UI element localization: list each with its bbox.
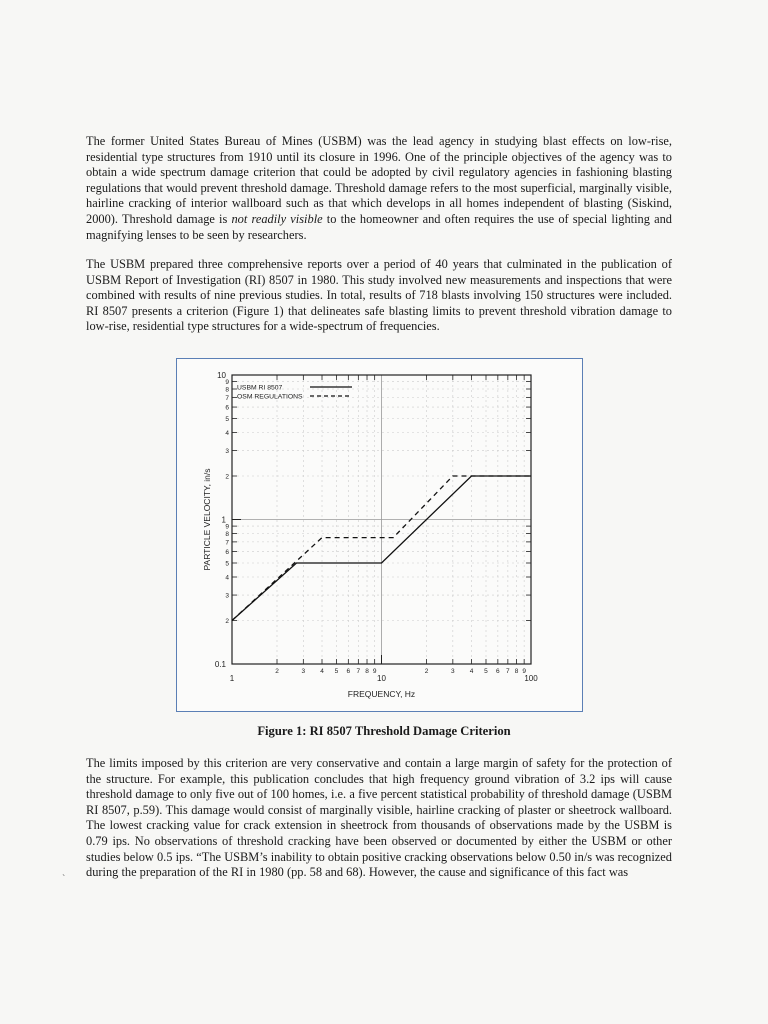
y-minor-tick-label: 4	[225, 574, 229, 582]
x-minor-tick-label: 7	[506, 668, 510, 675]
y-minor-tick-label: 6	[225, 549, 229, 557]
y-minor-tick-label: 8	[225, 386, 229, 394]
stray-mark: `	[62, 874, 66, 885]
x-minor-tick-label: 9	[372, 668, 377, 675]
y-minor-tick-label: 2	[225, 473, 229, 481]
x-minor-tick-label: 3	[451, 668, 455, 675]
chart-svg	[177, 359, 582, 711]
y-minor-tick-label: 7	[225, 539, 229, 547]
x-axis-label: FREQUENCY, Hz	[347, 689, 416, 699]
y-axis-label: PARTICLE VELOCITY, in/s	[202, 468, 212, 571]
y-minor-tick-label: 6	[225, 404, 229, 412]
y-minor-tick-label: 7	[225, 394, 229, 402]
paragraph-criterion-limits: The limits imposed by this criterion are very conservative and contain a large margin of safety for the protection of the structure. For example, this publication concludes that high frequency ground vibration of 3.2 ips will cause threshold damage to only five out of 100 homes, i.e. a five percent statistical probability of threshold damage (USBM RI 8507, p.59). This damage would consist of marginally visible, hairline cracking of plaster or sheetrock wallboard. The lowest cracking value for crack extension in sheetrock from thousands of observations made by the USBM is 0.79 ips. No observations of threshold cracking have been observed or documented by either the USBM or other studies below 0.5 ips. “The USBM’s inability to obtain positive cracking observations below 0.50 in/s was recognized during the preparation of the RI in 1980 (pp. 58 and 68). However, the cause and significance of this fact was	[86, 756, 672, 880]
paragraph-usbm-background: The former United States Bureau of Mines (USBM) was the lead agency in studying blast effects on low-rise, residential type structures from 1910 until its closure in 1996. One of the principle objectives of the agency was to obtain a wide spectrum damage criterion that could be adopted by civil regulatory agencies in fashioning blasting regulations that would prevent threshold damage. Threshold damage refers to the most superficial, marginally visible, hairline cracking of interior wallboard such as that which develops in all homes independent of blasting (Siskind, 2000). Threshold damage is not readily visible to the homeowner and often requires the use of special lighting and magnifying lenses to be seen by researchers.	[86, 134, 672, 242]
y-minor-tick-label: 2	[225, 618, 229, 626]
x-minor-tick-label: 7	[356, 668, 361, 675]
x-minor-tick-label: 2	[275, 668, 279, 675]
x-minor-tick-label: 6	[346, 668, 351, 675]
figure-1-chart	[176, 358, 583, 712]
y-minor-tick-label: 5	[225, 415, 229, 423]
y-major-tick-label: 0.1	[214, 660, 226, 669]
x-minor-tick-label: 9	[522, 668, 526, 675]
y-minor-tick-label: 9	[225, 379, 229, 387]
paragraph-ri8507-study: The USBM prepared three comprehensive reports over a period of 40 years that culminated in the publication of USBM Report of Investigation (RI) 8507 in 1980. This study involved new measurements and inspections that were combined with results of nine previous studies. In total, results of 718 blasts involving 150 structures were included. RI 8507 presents a criterion (Figure 1) that delineates safe blasting limits to prevent threshold vibration damage to low-rise, residential type structures for a wide-spectrum of frequencies.	[86, 257, 672, 334]
x-major-tick-label: 1	[229, 674, 235, 683]
x-minor-tick-label: 8	[514, 668, 519, 675]
y-minor-tick-label: 8	[225, 531, 229, 539]
legend-label: USBM RI 8507	[237, 384, 283, 392]
x-major-tick-label: 100	[524, 674, 538, 683]
x-minor-tick-label: 5	[484, 668, 488, 675]
legend-label: OSM REGULATIONS	[237, 393, 303, 401]
x-minor-tick-label: 8	[365, 668, 369, 675]
figure-caption: Figure 1: RI 8507 Threshold Damage Criterion	[257, 724, 511, 738]
y-minor-tick-label: 3	[225, 448, 229, 456]
x-minor-tick-label: 5	[334, 668, 339, 675]
x-minor-tick-label: 4	[469, 668, 474, 675]
y-major-tick-label: 10	[217, 371, 226, 380]
y-minor-tick-label: 9	[225, 523, 229, 531]
x-minor-tick-label: 3	[301, 668, 306, 675]
x-minor-tick-label: 4	[320, 668, 324, 675]
x-minor-tick-label: 2	[424, 668, 429, 675]
y-minor-tick-label: 3	[225, 592, 229, 600]
y-minor-tick-label: 4	[225, 430, 229, 438]
y-major-tick-label: 1	[221, 515, 226, 525]
y-minor-tick-label: 5	[225, 560, 229, 568]
x-minor-tick-label: 6	[496, 668, 500, 675]
x-major-tick-label: 10	[377, 674, 386, 683]
